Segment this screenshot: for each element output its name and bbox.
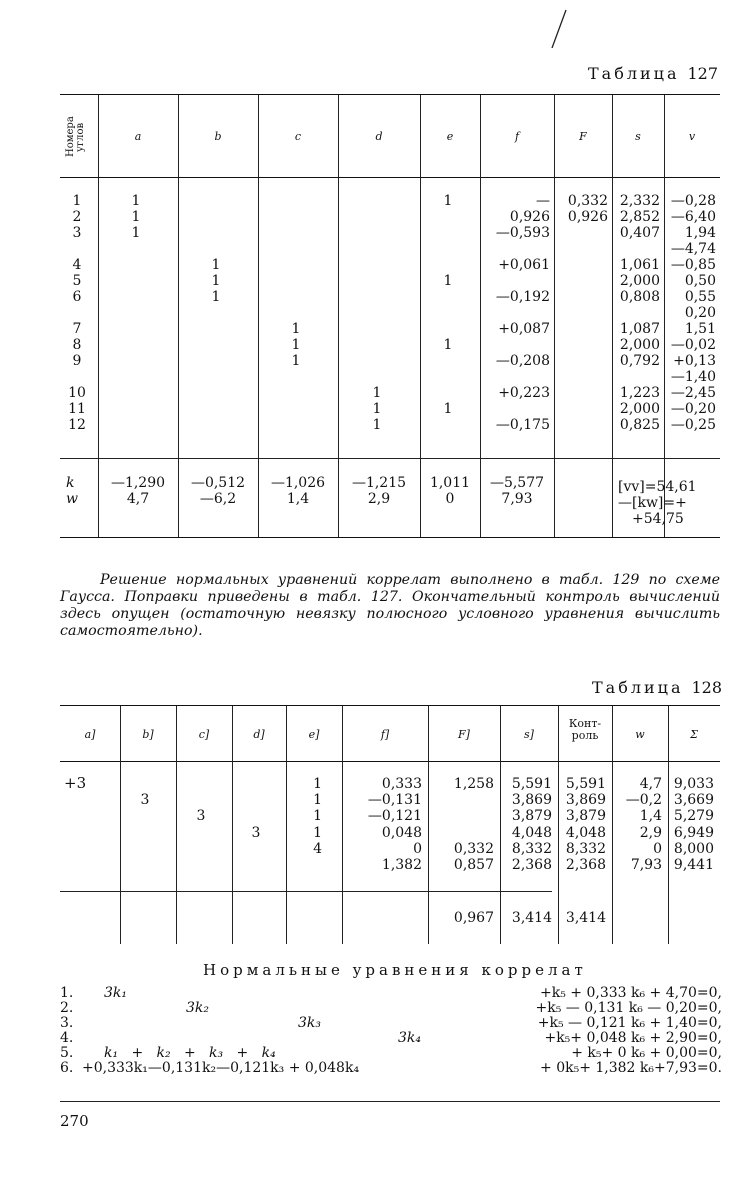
bottom-cell-s: 3,414 [511, 910, 552, 926]
cell-d: 3 [251, 824, 261, 841]
cell-v: —0,25 [670, 417, 716, 433]
cell-a: 1 [131, 225, 141, 241]
cell-e: 1 [443, 193, 453, 209]
cell-s: 1,223 [619, 385, 660, 401]
column-header: w [635, 728, 645, 741]
equations-title: Нормальные уравнения коррелат [203, 961, 587, 979]
cell-f: —0,131 [367, 792, 422, 809]
column-divider [428, 706, 429, 944]
equation-rhs: + k₅+ 0 k₆ + 0,00=0, [571, 1045, 722, 1061]
column-divider [120, 706, 121, 944]
cell-f: — [536, 193, 550, 209]
cell-a: 1 [131, 209, 141, 225]
column-divider [420, 95, 421, 537]
cell-k-e: 1,011 [429, 475, 471, 491]
cell-e: 1 [313, 824, 322, 841]
column-divider [612, 95, 613, 537]
column-header: f] [380, 728, 390, 741]
cell-v: 0,55 [684, 289, 716, 305]
row-label-k: k [66, 475, 75, 491]
cell-control: 3,879 [565, 808, 606, 825]
cell-v: 1,51 [684, 321, 716, 337]
cell-b: 1 [211, 257, 221, 273]
cell-w-f: 7,93 [501, 491, 533, 507]
cell-s: 1,061 [619, 257, 660, 273]
table-127-caption [588, 64, 718, 83]
column-header-s: s [635, 130, 641, 143]
cell-w-b: —6,2 [199, 491, 237, 507]
cell-s: 3,879 [511, 808, 552, 825]
pen-mark [530, 8, 570, 48]
equation-rhs: +k₅+ 0,048 k₆ + 2,90=0, [544, 1030, 722, 1046]
cell-f: 0,926 [509, 209, 550, 225]
cell-f: 0,333 [381, 776, 422, 792]
cell-control: 5,591 [565, 776, 606, 792]
row-separator [60, 891, 552, 892]
equation-lhs: +0,333k₁—0,131k₂—0,121k₃ + 0,048k₄ [82, 1060, 360, 1076]
equation-lhs: 3k₁ [104, 985, 128, 1001]
cell-f: —0,121 [367, 808, 422, 825]
page-number: 270 [60, 1112, 89, 1130]
cell-n: 1 [72, 193, 82, 209]
cell-sigma: 8,000 [673, 840, 714, 857]
cell-n: 12 [68, 417, 86, 433]
cell-v: 1,94 [684, 225, 716, 241]
cell-w: 2,9 [639, 824, 662, 841]
cell-v: —0,02 [670, 337, 716, 353]
equation-rhs: + 0k₅+ 1,382 k₆+7,93=0. [540, 1060, 722, 1076]
equation-number: 3. [60, 1015, 74, 1031]
cell-v: —0,85 [670, 257, 716, 273]
cell-sigma: 9,033 [673, 776, 714, 792]
cell-control: 3,869 [565, 792, 606, 809]
cell-d: 1 [372, 385, 382, 401]
column-divider [338, 95, 339, 537]
sum-line: —[kw]=+ [618, 495, 687, 511]
column-header-b: b [214, 130, 222, 143]
cell-a: +3 [64, 774, 87, 792]
cell-b: 3 [140, 792, 150, 809]
cell-w-c: 1,4 [286, 491, 310, 507]
cell-s: 0,792 [619, 353, 660, 369]
cell-k-a: —1,290 [110, 475, 166, 491]
sum-line: +54,75 [632, 511, 684, 527]
equation-rhs: +k₅ + 0,333 k₆ + 4,70=0, [540, 985, 722, 1001]
cell-s: 2,000 [619, 273, 660, 289]
cell-n: 2 [72, 209, 82, 225]
column-header: Конт-роль [568, 717, 602, 742]
cell-b: 1 [211, 289, 221, 305]
column-header-e: e [446, 130, 454, 143]
cell-F: 0,332 [453, 840, 494, 857]
header-corner: Номера углов [65, 116, 86, 158]
cell-f: —0,208 [495, 353, 550, 369]
cell-f: 0 [413, 840, 422, 857]
cell-v: —6,40 [670, 209, 716, 225]
column-header: s] [524, 728, 534, 741]
equation-number: 2. [60, 1000, 74, 1016]
column-header-f: f [514, 130, 520, 143]
cell-v: 0,50 [684, 273, 716, 289]
column-header: Σ [690, 728, 698, 741]
cell-e: 1 [443, 273, 453, 289]
table-127-bottom-rule [60, 537, 720, 538]
cell-f: +0,223 [498, 385, 550, 401]
equation-rhs: +k₅ — 0,131 k₆ — 0,20=0, [535, 1000, 722, 1016]
cell-v: —1,40 [670, 369, 716, 385]
cell-s: 0,825 [619, 417, 660, 433]
cell-s: 0,407 [619, 225, 660, 241]
sum-line: [vv]=54,61 [618, 479, 697, 495]
equation-lhs: 3k₄ [398, 1030, 422, 1046]
cell-e: 4 [313, 840, 322, 857]
cell-k-f: —5,577 [489, 475, 545, 491]
cell-s: 0,808 [619, 289, 660, 305]
cell-c: 1 [291, 353, 301, 369]
cell-s: 3,869 [511, 792, 552, 809]
column-header-v: v [688, 130, 696, 143]
column-header-d: d [375, 130, 383, 143]
cell-n: 6 [72, 289, 82, 305]
cell-F: 0,857 [453, 857, 494, 873]
cell-e: 1 [443, 337, 453, 353]
column-divider [480, 95, 481, 537]
cell-sigma: 3,669 [673, 792, 714, 809]
cell-e: 1 [313, 776, 322, 792]
cell-s: 1,087 [619, 321, 660, 337]
equation-number: 5. [60, 1045, 74, 1061]
cell-f: +0,087 [498, 321, 550, 337]
cell-e: 1 [313, 808, 322, 825]
equation-number: 1. [60, 985, 74, 1001]
cell-s: 2,852 [619, 209, 660, 225]
cell-n: 9 [72, 353, 82, 369]
cell-s: 2,000 [619, 337, 660, 353]
table-128-caption [592, 678, 722, 697]
cell-f: +0,061 [498, 257, 550, 273]
column-header: a] [84, 728, 96, 741]
cell-F: 0,332 [567, 193, 608, 209]
cell-sigma: 9,441 [673, 857, 714, 873]
equation-rhs: +k₅ — 0,121 k₆ + 1,40=0, [537, 1015, 722, 1031]
cell-d: 1 [372, 417, 382, 433]
cell-d: 1 [372, 401, 382, 417]
table-128 [60, 706, 720, 944]
column-header: b] [142, 728, 154, 741]
cell-v: +0,13 [673, 353, 716, 369]
cell-e: 1 [313, 792, 322, 809]
cell-s: 5,591 [511, 776, 552, 792]
equation-number: 6. [60, 1060, 74, 1076]
cell-w: 1,4 [639, 808, 662, 825]
cell-sigma: 6,949 [673, 824, 714, 841]
cell-F: 1,258 [453, 776, 494, 792]
cell-v: —4,74 [670, 241, 716, 257]
cell-n: 8 [72, 337, 82, 353]
cell-f: —0,175 [495, 417, 550, 433]
caption-number: 128 [691, 678, 723, 697]
cell-v: —2,45 [670, 385, 716, 401]
cell-s: 2,000 [619, 401, 660, 417]
cell-e: 1 [443, 401, 453, 417]
column-divider [554, 95, 555, 537]
cell-f: 0,048 [381, 824, 422, 841]
cell-F: 0,926 [567, 209, 608, 225]
column-header-c: c [294, 130, 302, 143]
cell-f: —0,593 [495, 225, 550, 241]
cell-w: 7,93 [630, 857, 662, 873]
cell-w-e: 0 [445, 491, 455, 507]
cell-w: 4,7 [639, 776, 662, 792]
cell-s: 2,368 [511, 857, 552, 873]
cell-control: 2,368 [565, 857, 606, 873]
cell-s: 2,332 [619, 193, 660, 209]
cell-sigma: 5,279 [673, 808, 714, 825]
column-divider [178, 95, 179, 537]
column-header: F] [458, 728, 470, 741]
cell-n: 5 [72, 273, 82, 289]
equation-lhs: 3k₃ [298, 1015, 322, 1031]
cell-c: 1 [291, 337, 301, 353]
cell-n: 4 [72, 257, 82, 273]
column-header: d] [253, 728, 265, 741]
equation-lhs: k₁ + k₂ + k₃ + k₄ [104, 1045, 276, 1061]
cell-w: 0 [653, 840, 662, 857]
cell-n: 3 [72, 225, 82, 241]
cell-n: 10 [68, 385, 86, 401]
cell-v: —0,20 [670, 401, 716, 417]
column-header-a: a [134, 130, 142, 143]
equation-lhs: 3k₂ [186, 1000, 210, 1016]
cell-a: 1 [131, 193, 141, 209]
cell-n: 7 [72, 321, 82, 337]
cell-v: 0,20 [684, 305, 716, 321]
column-header-F: F [579, 130, 587, 143]
column-divider [176, 706, 177, 944]
bottom-cell-control: 3,414 [565, 910, 606, 926]
cell-control: 4,048 [565, 824, 606, 841]
cell-s: 4,048 [511, 824, 552, 841]
row-label-w: w [66, 491, 78, 507]
cell-control: 8,332 [565, 840, 606, 857]
cell-s: 8,332 [511, 840, 552, 857]
cell-c: 1 [291, 321, 301, 337]
cell-w-d: 2,9 [367, 491, 391, 507]
caption-label: Таблица [592, 678, 684, 697]
cell-k-d: —1,215 [351, 475, 407, 491]
cell-w: —0,2 [625, 792, 662, 809]
column-header: e] [308, 728, 320, 741]
bottom-cell-F: 0,967 [453, 910, 494, 926]
footer-rule [60, 1101, 720, 1102]
column-divider [258, 95, 259, 537]
cell-v: —0,28 [670, 193, 716, 209]
cell-k-c: —1,026 [270, 475, 326, 491]
equation-number: 4. [60, 1030, 74, 1046]
cell-f: —0,192 [495, 289, 550, 305]
caption-number: 127 [687, 64, 719, 83]
cell-f: 1,382 [381, 857, 422, 873]
caption-label: Таблица [588, 64, 680, 83]
cell-n: 11 [68, 401, 86, 417]
column-divider [98, 95, 99, 537]
body-paragraph: Решение нормальных уравнений коррелат выполнено в табл. 129 по схеме Гаусса. Поправки приведены в табл. 127. Окончательный контроль вычислений здесь опущен (остаточную невязку полюсного условного уравнения вычислить самостоятельно). [60, 572, 720, 639]
cell-b: 1 [211, 273, 221, 289]
column-header: c] [198, 728, 210, 741]
cell-c: 3 [196, 808, 206, 825]
cell-w-a: 4,7 [126, 491, 150, 507]
cell-k-b: —0,512 [190, 475, 246, 491]
table-127 [60, 95, 720, 537]
